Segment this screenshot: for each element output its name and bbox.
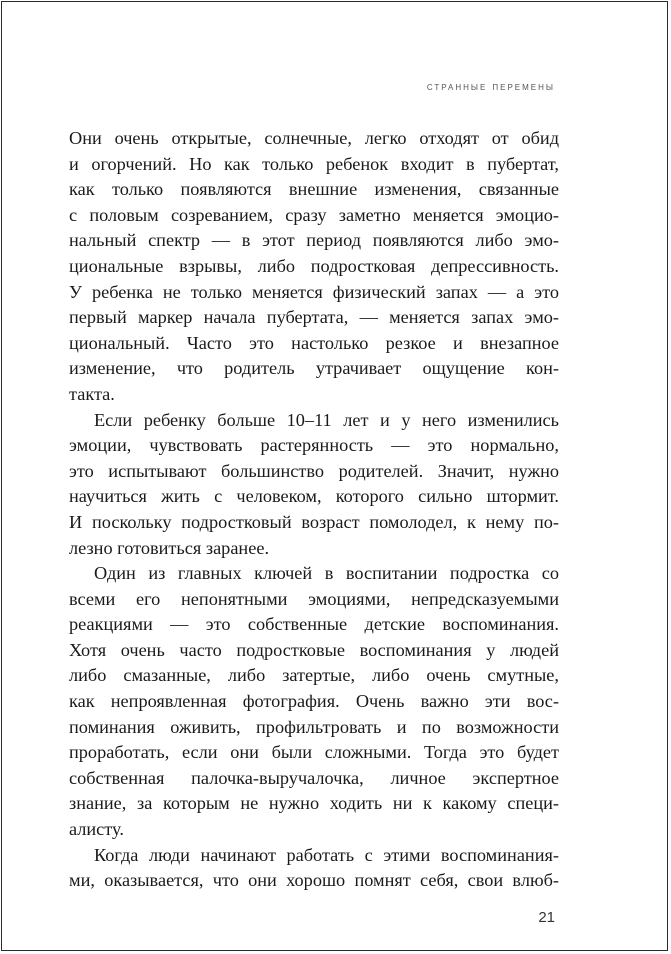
paragraph	[69, 126, 559, 408]
running-head: странные перемены	[426, 81, 555, 93]
book-page	[1, 1, 668, 951]
text-line: нальный спектр — в этот период появляются либо эмо-	[69, 230, 559, 251]
text-line: Когда люди начинают работать с этими воспоминания-	[94, 844, 559, 865]
text-line: циональный. Часто это настолько резкое и внезапное	[69, 332, 559, 353]
text-line: это испытывают большинство родителей. Значит, нужно	[69, 460, 559, 481]
page-number: 21	[538, 909, 555, 926]
body-text	[69, 126, 559, 894]
text-line: ми, оказывается, что они хорошо помнят себя, свои влюб-	[69, 870, 559, 891]
text-line: эмоции, чувствовать растерянность — это нормально,	[69, 435, 559, 456]
paragraph	[69, 843, 559, 894]
text-line: и огорчений. Но как только ребенок входит в пубертат,	[69, 153, 559, 174]
text-line: поминания оживить, профильтровать и по возможности	[69, 716, 559, 737]
text-line: алисту.	[69, 819, 124, 840]
text-line: всеми его непонятными эмоциями, непредсказуемыми	[69, 588, 559, 609]
text-line: либо смазанные, либо затертые, либо очень смутные,	[69, 665, 559, 686]
text-line: изменение, что родитель утрачивает ощущение кон-	[69, 358, 559, 379]
text-line: реакциями — это собственные детские воспоминания.	[69, 614, 559, 635]
text-line: Они очень открытые, солнечные, легко отходят от обид	[69, 128, 559, 148]
text-line: как непроявленная фотография. Очень важно эти вос-	[69, 691, 559, 712]
text-line: с половым созреванием, сразу заметно меняется эмоцио-	[69, 204, 559, 225]
paragraph	[69, 561, 559, 843]
text-line: И поскольку подростковый возраст помолодел, к нему по-	[69, 511, 559, 532]
text-line: У ребенка не только меняется физический запах — а это	[69, 281, 559, 302]
text-line: первый маркер начала пубертата, — меняется запах эмо-	[69, 307, 559, 328]
text-line: Если ребенку больше 10–11 лет и у него изменились	[94, 409, 559, 430]
text-line: проработать, если они были сложными. Тогда это будет	[69, 742, 559, 763]
text-line: Хотя очень часто подростковые воспоминания у людей	[69, 639, 559, 660]
text-line: Один из главных ключей в воспитании подростка со	[94, 563, 559, 584]
text-line: собственная палочка-выручалочка, личное экспертное	[69, 767, 559, 788]
text-line: как только появляются внешние изменения, связанные	[69, 179, 559, 200]
text-line: циональные взрывы, либо подростковая депрессивность.	[69, 255, 559, 276]
text-line: лезно готовиться заранее.	[69, 537, 270, 558]
text-line: знание, за которым не нужно ходить ни к какому специ-	[69, 793, 559, 814]
text-line: научиться жить с человеком, которого сильно штормит.	[69, 486, 559, 507]
paragraph	[69, 408, 559, 562]
text-line: такта.	[69, 383, 115, 404]
